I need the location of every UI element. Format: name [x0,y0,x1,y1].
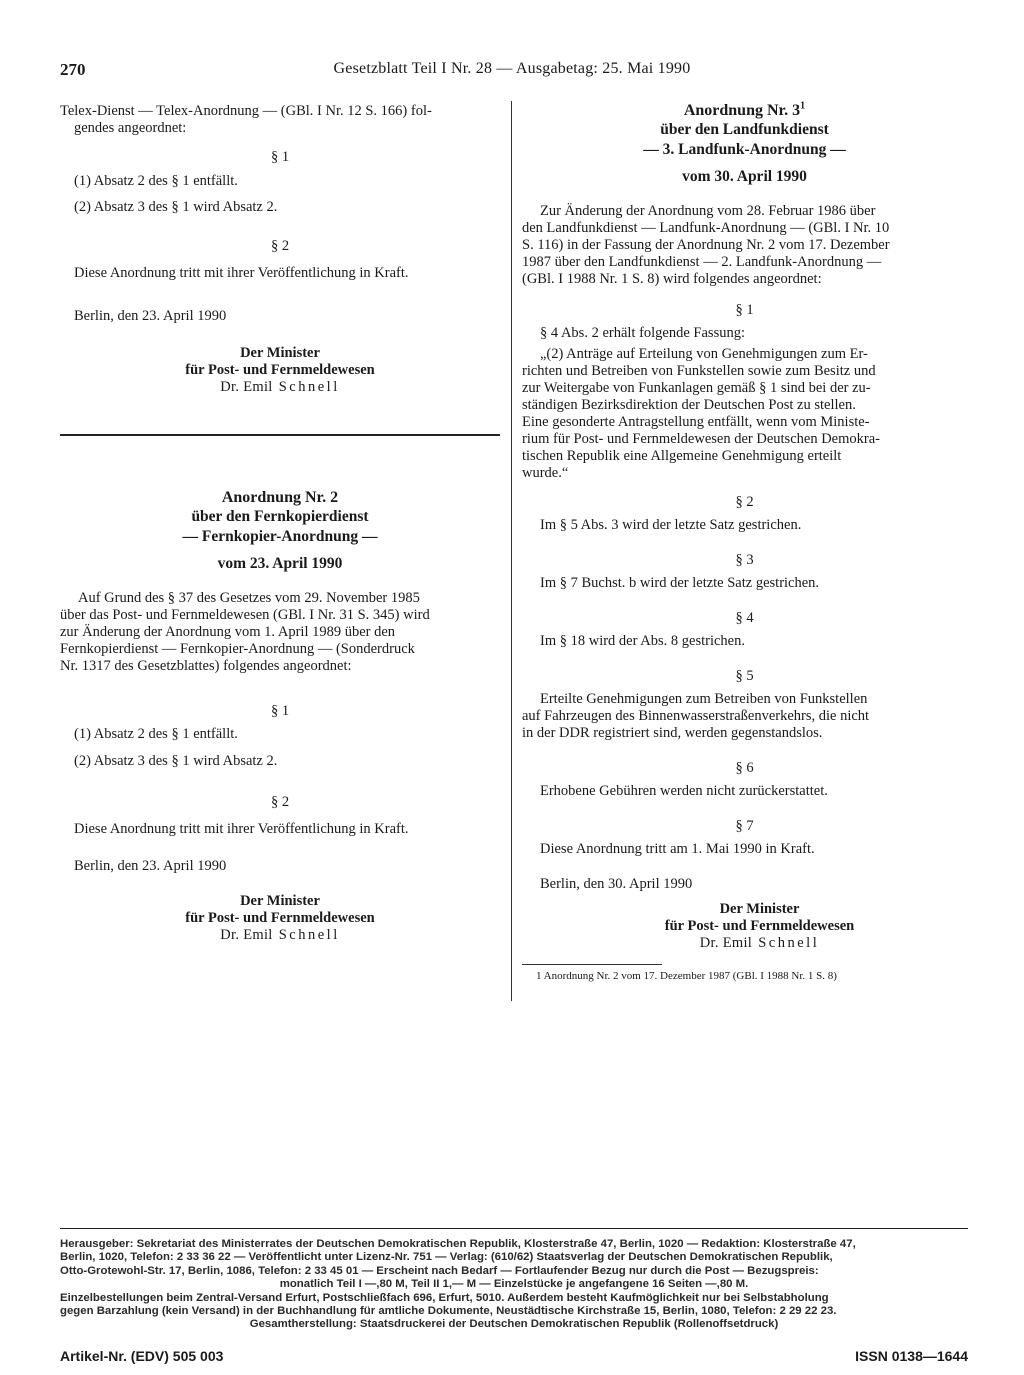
clause-line: Erteilte Genehmigungen zum Betreiben von Funkstellen [540,691,868,707]
clause: § 4 Abs. 2 erhält folgende Fassung: [540,325,745,341]
decree-date: vom 23. April 1990 [217,555,343,572]
footnote: 1 Anordnung Nr. 2 vom 17. Dezember 1987 (GBl. I 1988 Nr. 1 S. 8) [536,970,837,982]
signature-ministry: für Post- und Fernmeldewesen [185,362,375,378]
preamble-line: Zur Änderung der Anordnung vom 28. Februar 1986 über [540,203,876,219]
intro-line-2: gendes angeordnet: [74,120,187,136]
imprint-line: Herausgeber: Sekretariat des Ministerrates der Deutschen Demokratischen Republik, Klosterstraße 47, Berlin, 1020 — Redaktion: Klosterstraße 47, [60,1238,856,1250]
signature-ministry: für Post- und Fernmeldewesen [664,918,855,934]
decree-title-line [522,101,967,120]
signature-name [552,935,967,952]
imprint-line: Gesamtherstellung: Staatsdruckerei der Deutschen Demokratischen Republik (Rollenoffsetdruck) [249,1318,779,1331]
clause: (1) Absatz 2 des § 1 entfällt. [74,173,238,189]
clause: Erhobene Gebühren werden nicht zurückerstattet. [540,783,828,799]
section-heading: § 1 [735,302,754,318]
imprint-line: Berlin, 1020, Telefon: 2 33 36 22 — Veröffentlicht unter Lizenz-Nr. 751 — Verlag: (610/62) Staatsverlag der Deutschen Demokratischen Republik, [60,1251,833,1264]
decree-separator [60,434,500,436]
clause [522,691,967,742]
preamble-line: Auf Grund des § 37 des Gesetzes vom 29. November 1985 [78,590,420,606]
article-number: Artikel-Nr. (EDV) 505 003 [60,1348,224,1364]
decree-title-line: über den Landfunkdienst [660,121,829,138]
signature-surname: Schnell [278,927,340,943]
decree-date: vom 30. April 1990 [682,168,807,185]
signature-block [60,893,500,944]
signature-role: Der Minister [719,901,800,917]
imprint-line: gegen Barzahlung (kein Versand) in der Buchhandlung für amtliche Dokumente, Neustädtische Kirchstraße 15, Berlin, 1080, Telefon: 2 29 22 23. [60,1305,837,1318]
quote-line: „(2) Anträge auf Erteilung von Genehmigungen zum Er- [540,346,868,362]
section-heading: § 1 [270,703,290,719]
footnote-marker: 1 [800,100,806,112]
clause: Im § 18 wird der Abs. 8 gestrichen. [540,633,745,649]
preamble-line: S. 116) in der Fassung der Anordnung Nr. 2 vom 17. Dezember [522,237,890,253]
signature-title: Dr. Emil [699,935,753,951]
preamble-line: Fernkopierdienst — Fernkopier-Anordnung — (Sonderdruck [60,641,415,657]
quote-line: richten und Betreiben von Funkstellen sowie zum Besitz und [522,363,876,379]
column-divider [511,101,512,1001]
signature-name [60,927,500,944]
decree-title-line: — 3. Landfunk-Anordnung — [643,141,846,158]
date-line: Berlin, den 23. April 1990 [74,308,227,324]
preamble [522,203,967,288]
page-number: 270 [60,60,86,79]
imprint-line: Einzelbestellungen beim Zentral-Versand Erfurt, Postschließfach 696, Erfurt, 5010. Außerdem besteht Kaufmöglichkeit nur bei Selbstabholung [60,1291,829,1304]
decree-title [60,488,500,574]
section-heading: § 6 [735,760,754,776]
section-heading: § 4 [735,610,754,626]
clause: Diese Anordnung tritt mit ihrer Veröffentlichung in Kraft. [74,821,409,837]
signature-surname: Schnell [278,379,340,395]
clause: Im § 5 Abs. 3 wird der letzte Satz gestrichen. [540,517,802,533]
clause: Diese Anordnung tritt mit ihrer Veröffentlichung in Kraft. [74,265,409,281]
running-header: Gesetzblatt Teil I Nr. 28 — Ausgabetag: 25. Mai 1990 [333,60,691,77]
decree-title [522,101,967,187]
preamble-line: den Landfunkdienst — Landfunk-Anordnung — (GBl. I Nr. 10 [522,220,890,236]
footnote-rule [522,964,662,965]
imprint-line: Otto-Grotewohl-Str. 17, Berlin, 1086, Telefon: 2 33 45 01 — Erscheint nach Bedarf — Fortlaufender Bezug nur durch die Post — Bezugspreis: [60,1264,819,1277]
decree-title-line: Anordnung Nr. 2 [221,489,339,506]
quote-line: wurde.“ [522,465,569,481]
decree-title-line: — Fernkopier-Anordnung — [182,528,378,545]
decree-title-line: über den Fernkopierdienst [191,508,369,525]
imprint-line: monatlich Teil I —,80 M, Teil II 1,— M — Einzelstücke je angefangene 16 Seiten —,80 M. [279,1278,749,1291]
clause: (2) Absatz 3 des § 1 wird Absatz 2. [74,753,278,769]
decree-title-text: Anordnung Nr. 3 [683,102,801,119]
issn: ISSN 0138—1644 [855,1348,968,1364]
section-heading: § 7 [735,818,754,834]
section-heading: § 1 [270,149,290,165]
amendment-quote [522,346,967,482]
date-line: Berlin, den 23. April 1990 [74,858,227,874]
date-line: Berlin, den 30. April 1990 [540,876,693,892]
clause: Im § 7 Buchst. b wird der letzte Satz gestrichen. [540,575,820,591]
signature-block [60,345,500,396]
signature-role: Der Minister [240,345,320,361]
imprint-rule [60,1228,968,1229]
signature-ministry: für Post- und Fernmeldewesen [185,910,375,926]
left-column [60,103,500,944]
clause: (1) Absatz 2 des § 1 entfällt. [74,726,238,742]
preamble [60,590,500,675]
clause: Diese Anordnung tritt am 1. Mai 1990 in Kraft. [540,841,815,857]
signature-name [60,379,500,396]
section-heading: § 2 [735,494,754,510]
quote-line: rium für Post- und Fernmeldewesen der Deutschen Demokra- [522,431,880,447]
imprint [60,1238,968,1332]
signature-surname: Schnell [758,935,820,951]
preamble-line: zur Änderung der Anordnung vom 1. April 1989 über den [60,624,396,640]
section-heading: § 2 [270,794,290,810]
signature-role: Der Minister [240,893,320,909]
right-column [522,101,967,983]
section-heading: § 2 [270,238,290,254]
preamble-line: (GBl. I 1988 Nr. 1 S. 8) wird folgendes angeordnet: [522,271,822,287]
preamble-line: 1987 über den Landfunkdienst — 2. Landfunk-Anordnung — [522,254,882,270]
clause: (2) Absatz 3 des § 1 wird Absatz 2. [74,199,278,215]
preamble-line: Nr. 1317 des Gesetzblattes) folgendes angeordnet: [60,658,352,674]
preamble-line: über das Post- und Fernmeldewesen (GBl. I Nr. 31 S. 345) wird [60,607,430,623]
section-heading: § 3 [735,552,754,568]
clause-line: auf Fahrzeugen des Binnenwasserstraßenverkehrs, die nicht [522,708,870,724]
signature-block [522,901,967,952]
section-heading: § 5 [735,668,754,684]
quote-line: tischen Republik eine Allgemeine Genehmigung erteilt [522,448,842,464]
intro-line-1: Telex-Dienst — Telex-Anordnung — (GBl. I Nr. 12 S. 166) fol- [60,103,432,119]
quote-line: Eine gesonderte Antragstellung entfällt, wenn vom Ministe- [522,414,870,430]
signature-title: Dr. Emil [220,927,273,943]
clause-line: in der DDR registriert sind, werden gegenstandslos. [522,725,823,741]
signature-title: Dr. Emil [220,379,273,395]
quote-line: zur Weitergabe von Funkanlagen gemäß § 1 sind bei der zu- [522,380,871,396]
quote-line: ständigen Bezirksdirektion der Deutschen Post zu stellen. [522,397,856,413]
